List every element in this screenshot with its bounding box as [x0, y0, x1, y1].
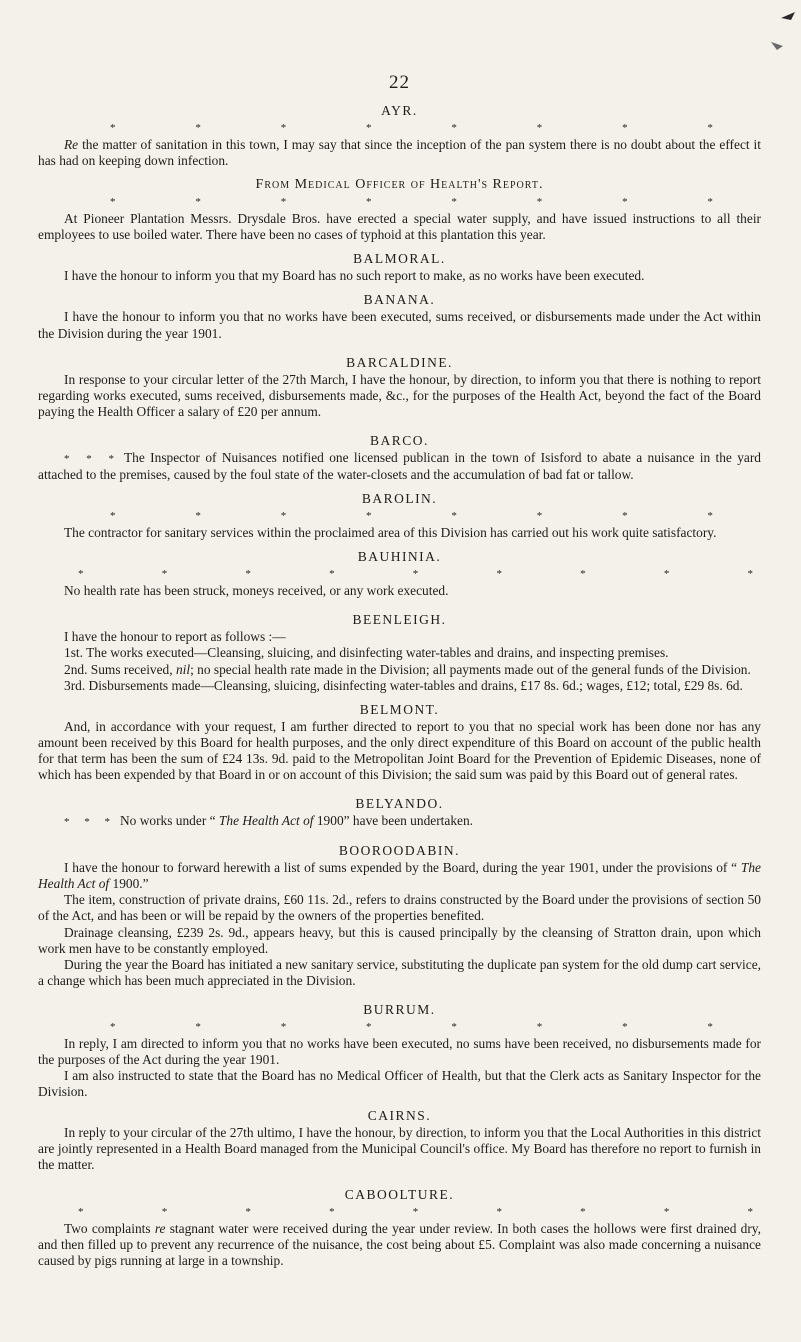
asterisk: *	[280, 1020, 287, 1033]
asterisk: *	[451, 510, 457, 523]
asterisk-row	[38, 567, 761, 582]
paragraph: Drainage cleansing, £239 2s. 9d., appears heavy, but this is caused principally by the cleansing of Stratton drain, upon which work men have to be constantly employed.	[38, 924, 761, 956]
section-heading: BARCO.	[370, 432, 429, 448]
asterisk: *	[110, 1020, 116, 1033]
section-heading: BOOROODABIN.	[338, 843, 461, 859]
section-heading: BAROLIN.	[361, 491, 438, 507]
asterisk: *	[195, 196, 201, 209]
paragraph: And, in accordance with your request, I am further directed to report to you that no special work has been done nor has any amount been received by this Board for health purposes, and the only direct expenditure of this Board on account of the public health for that term has been the sum of £24 13s. 9d. paid to the Metropolitan Joint Board for the Prevention of Epidemic Diseases, none of which has been expended by that Board in or on account of this Division; the said sum was paid by this Board out of general rates.	[38, 718, 761, 782]
asterisk: *	[245, 1205, 251, 1218]
section	[38, 548, 761, 599]
section	[38, 1001, 761, 1100]
paragraph: I have the honour to report as follows :—	[64, 629, 286, 645]
section	[38, 842, 761, 989]
section-heading: BARCALDINE.	[346, 354, 453, 370]
asterisk: *	[580, 1205, 586, 1218]
section-heading: BEENLEIGH.	[352, 612, 447, 628]
section-heading: CABOOLTURE.	[344, 1186, 455, 1202]
asterisk: *	[161, 568, 168, 581]
section-heading: BALMORAL.	[353, 251, 446, 267]
asterisk: *	[536, 122, 543, 134]
asterisk: *	[110, 510, 116, 523]
asterisk: *	[412, 568, 419, 581]
section	[38, 291, 761, 341]
asterisk: *	[195, 1020, 201, 1033]
asterisk: *	[536, 1020, 543, 1033]
asterisk: *	[451, 196, 457, 209]
section-heading: BELMONT.	[359, 701, 440, 717]
asterisk: *	[707, 510, 713, 523]
section-heading: AYR.	[381, 103, 418, 118]
asterisk: *	[663, 1205, 670, 1218]
asterisk: *	[366, 196, 372, 209]
paragraph: Re the matter of sanitation in this town, I may say that since the inception of the pan system there is no doubt about the effect it has had on keeping down infection.	[38, 137, 761, 169]
asterisk-row	[38, 121, 761, 136]
asterisk: *	[622, 122, 628, 134]
asterisk-row	[38, 1205, 761, 1220]
paragraph: * * * The Inspector of Nuisances notified one licensed publican in the town of Isisford to abate a nuisance in the yard attached to the premises, caused by the foul state of the water-closets and the accumulation of bad fat or tallow.	[38, 449, 761, 483]
section	[38, 1107, 761, 1173]
asterisk: *	[747, 1205, 753, 1218]
paragraph: I have the honour to inform you that no works have been executed, sums received, or disbursements made under the Act within the Division during the year 1901.	[38, 309, 761, 341]
asterisk: *	[280, 196, 287, 209]
section-heading: From Medical Officer of Health's Report.	[255, 177, 544, 193]
asterisk: *	[580, 568, 586, 581]
asterisk-row	[38, 509, 761, 524]
asterisk: *	[707, 196, 713, 209]
paragraph: I am also instructed to state that the Board has no Medical Officer of Health, but that the Clerk acts as Sanitary Inspector for the Division.	[38, 1068, 761, 1100]
asterisk: *	[451, 122, 457, 134]
asterisk: *	[622, 510, 628, 523]
asterisk: *	[366, 122, 372, 134]
paragraph: The item, construction of private drains, £60 11s. 2d., refers to drains constructed by the Board under the provisions of section 50 of the Act, and has been or will be repaid by the owners of the properties benefited.	[38, 892, 761, 924]
asterisk: *	[110, 196, 116, 209]
section-heading: BANANA.	[363, 292, 436, 308]
asterisk: *	[329, 1205, 335, 1218]
section	[38, 432, 761, 483]
asterisk: *	[496, 1205, 502, 1218]
section	[38, 795, 761, 830]
section	[38, 354, 761, 420]
asterisk: *	[536, 510, 543, 523]
paragraph: Two complaints re stagnant water were received during the year under review. In both cases the hollows were first drained dry, and then filled up to prevent any recurrence of the nuisance, the cost being about £5. Complaint was also made concerning a nuisance caused by pigs running at large in a township.	[38, 1220, 761, 1268]
paragraph: In reply, I am directed to inform you that no works have been executed, no sums have been received, no disbursements made for the purposes of the Act during the year 1901.	[38, 1035, 761, 1067]
paragraph: I have the honour to forward herewith a list of sums expended by the Board, during the year 1901, under the provisions of “ The Health Act of 1900.”	[38, 860, 761, 892]
asterisk: *	[366, 1020, 372, 1033]
asterisk: *	[195, 122, 201, 134]
section	[38, 102, 761, 169]
asterisk: *	[280, 510, 287, 523]
paragraph: In reply to your circular of the 27th ultimo, I have the honour, by direction, to inform you that the Local Authorities in this district are jointly represented in a Health Board managed from the Municipal Council's office. My Board has therefore no report to furnish in the matter.	[38, 1125, 761, 1173]
section	[38, 490, 761, 541]
paragraph: * * * No works under “ The Health Act of 1900” have been undertaken.	[64, 813, 474, 829]
asterisk: *	[451, 1020, 457, 1033]
section	[38, 1186, 761, 1269]
section	[38, 176, 761, 243]
asterisk: *	[707, 1020, 713, 1033]
asterisk: *	[747, 568, 753, 581]
paragraph: The contractor for sanitary services within the proclaimed area of this Division has carried out his work quite satisfactory.	[64, 525, 717, 541]
section	[38, 250, 761, 284]
asterisk: *	[78, 568, 84, 581]
paragraph: 2nd. Sums received, nil; no special health rate made in the Division; all payments made out of the general funds of the Division.	[64, 661, 751, 677]
paragraph: In response to your circular letter of the 27th March, I have the honour, by direction, to inform you that there is nothing to report regarding works executed, sums received, disbursements made, &c., for the purposes of the Health Act, beyond the fact of the Board paying the Health Officer a salary of £20 per annum.	[38, 371, 761, 419]
paragraph: No health rate has been struck, moneys received, or any work executed.	[64, 583, 449, 599]
asterisk: *	[195, 510, 201, 523]
asterisk: *	[110, 122, 116, 134]
asterisk: *	[536, 196, 543, 209]
section-heading: CAIRNS.	[367, 1108, 432, 1124]
section-heading: BAUHINIA.	[357, 549, 442, 565]
asterisk-row	[38, 195, 761, 210]
report-content	[38, 102, 761, 1269]
section-heading: BELYANDO.	[355, 796, 444, 812]
asterisk: *	[707, 122, 713, 134]
asterisk: *	[622, 1020, 628, 1033]
asterisk-lead: * * *	[64, 816, 116, 829]
page-number: 22	[389, 72, 410, 93]
paragraph: 1st. The works executed—Cleansing, sluicing, and disinfecting water-tables and drains, and inspecting premises.	[64, 645, 669, 661]
section	[38, 701, 761, 783]
asterisk: *	[161, 1205, 168, 1218]
asterisk: *	[366, 510, 372, 523]
paragraph: During the year the Board has initiated a new sanitary service, substituting the duplicate pan system for the old dump cart service, a change which has been much appreciated in the Division.	[38, 956, 761, 988]
asterisk: *	[622, 196, 628, 209]
paragraph: At Pioneer Plantation Messrs. Drysdale Bros. have erected a special water supply, and have issued instructions to all their employees to use boiled water. There have been no cases of typhoid at this plantation this year.	[38, 211, 761, 243]
asterisk: *	[280, 122, 287, 134]
asterisk: *	[663, 568, 670, 581]
paragraph: 3rd. Disbursements made—Cleansing, sluicing, disinfecting water-tables and drains, £17 8s. 6d.; wages, £12; total, £29 8s. 6d.	[64, 677, 743, 693]
corner-mark	[711, 0, 801, 80]
paragraph: I have the honour to inform you that my Board has no such report to make, as no works have been executed.	[64, 268, 645, 284]
asterisk: *	[329, 568, 335, 581]
asterisk: *	[496, 568, 502, 581]
asterisk-row	[38, 1020, 761, 1035]
asterisk: *	[78, 1205, 84, 1218]
asterisk-lead: * * *	[64, 452, 120, 465]
asterisk: *	[245, 568, 251, 581]
section	[38, 611, 761, 693]
asterisk: *	[412, 1205, 419, 1218]
section-heading: BURRUM.	[363, 1001, 436, 1017]
